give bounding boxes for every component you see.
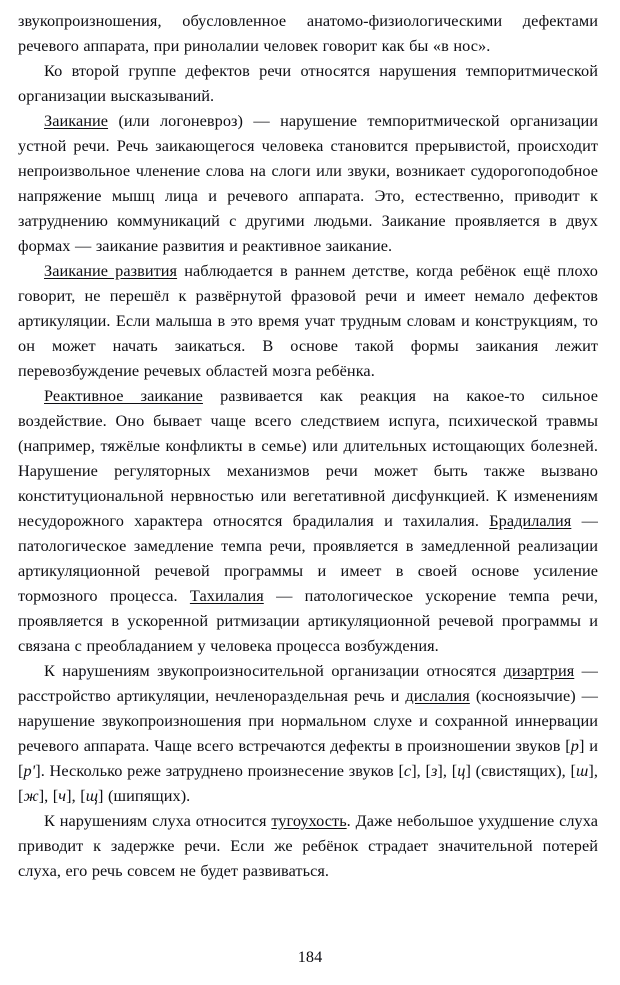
underlined-term: Тахилалия <box>189 586 264 605</box>
paragraph <box>18 8 598 58</box>
italic-phoneme: ц <box>457 761 466 780</box>
page-body <box>18 8 598 883</box>
text-run: . Даже небольшое ухудшение слуха приводит к задержке речи. Если же ребёнок страдает значительной потерей слуха, его речь совсем не будет развиваться. <box>18 811 598 880</box>
italic-phoneme: з <box>431 761 438 780</box>
text-run: К нарушениям звукопроизносительной организации относятся <box>44 661 504 680</box>
text-run: развивается как реакция на какое-то сильное воздействие. Оно бывает чаще всего следствием испуга, психической травмы (например, тяжёлые конфликты в семье) или длительных истощающих болезней. Нарушение регуляторных механизмов речи может быть также вызвано конституциональной нервностью или вегетативной дисфункцией. К изменениям несудорожного характера относятся брадилалия и тахилалия. <box>18 386 598 530</box>
italic-phoneme: р' <box>23 761 36 780</box>
text-run: звукопроизношения, обусловленное анатомо-физиологическими дефектами речевого аппарата, при ринолалии человек говорит как бы «в нос». <box>18 11 598 55</box>
text-run: ], [ <box>411 761 432 780</box>
italic-phoneme: р <box>570 736 579 755</box>
italic-phoneme: ш <box>576 761 589 780</box>
text-run: ] (шипящих). <box>98 786 191 805</box>
text-run: наблюдается в раннем детстве, когда ребёнок ещё плохо говорит, не перешёл к развёрнутой фразовой речи и имеет немало дефектов артикуляции. Если малыша в это время учат трудным словам и конструкциям, то он может начать заикаться. В основе такой формы заикания лежит перевозбуждение речевых областей мозга ребёнка. <box>18 261 598 380</box>
underlined-term: Заикание <box>44 111 109 130</box>
italic-phoneme: с <box>403 761 412 780</box>
text-run: (или логоневроз) — нарушение темпоритмической организации устной речи. Речь заикающегося человека становится прерывистой, происходит непроизвольное членение слова на слоги или звуки, возникает судорогоподобное напряжение мышц лица и речевого аппарата. Это, естественно, приводит к затруднению коммуникаций с другими людьми. Заикание проявляется в двух формах — заикание развития и реактивное заикание. <box>18 111 598 255</box>
paragraph <box>18 808 598 883</box>
text-run: ] и [ <box>18 736 598 780</box>
text-run: ], [ <box>38 786 59 805</box>
text-run: ], [ <box>437 761 458 780</box>
underlined-term: дизартрия <box>503 661 575 680</box>
text-run: (косноязычие) — нарушение звукопроизношения при нормальном слухе и сохранной иннервации речевого аппарата. Чаще всего встречаются дефекты в произношении звуков [ <box>18 686 598 755</box>
paragraph <box>18 258 598 383</box>
underlined-term: Реактивное заикание <box>44 386 203 405</box>
paragraph <box>18 383 598 658</box>
italic-phoneme: ч <box>58 786 67 805</box>
paragraph <box>18 58 598 108</box>
italic-phoneme: щ <box>85 786 99 805</box>
text-run: Ко второй группе дефектов речи относятся нарушения темпоритмической организации высказываний. <box>18 61 598 105</box>
text-run: ], [ <box>18 761 598 805</box>
text-run: — патологическое ускорение темпа речи, проявляется в ускоренной ритмизации артикуляционной речевой программы и связана с преобладанием у человека процесса возбуждения. <box>18 586 599 655</box>
underlined-term: тугоухость <box>271 811 347 830</box>
paragraph <box>18 108 598 258</box>
text-run: — патологическое замедление темпа речи, проявляется в замедленной реализации артикуляционной речевой программы и имеет в своей основе усиление тормозного процесса. <box>18 511 598 605</box>
italic-phoneme: ж <box>23 786 39 805</box>
underlined-term: Брадилалия <box>489 511 572 530</box>
page-number: 184 <box>297 947 323 966</box>
text-run: — расстройство артикуляции, нечленораздельная речь и <box>18 661 598 705</box>
paragraph <box>18 658 598 808</box>
text-run: ], [ <box>66 786 86 805</box>
underlined-term: Заикание развития <box>44 261 178 280</box>
text-run: ]. Несколько реже затруднено произнесение звуков [ <box>35 761 404 780</box>
underlined-term: дислалия <box>405 686 470 705</box>
text-run: К нарушениям слуха относится <box>44 811 272 830</box>
text-run: ] (свистящих), [ <box>465 761 577 780</box>
